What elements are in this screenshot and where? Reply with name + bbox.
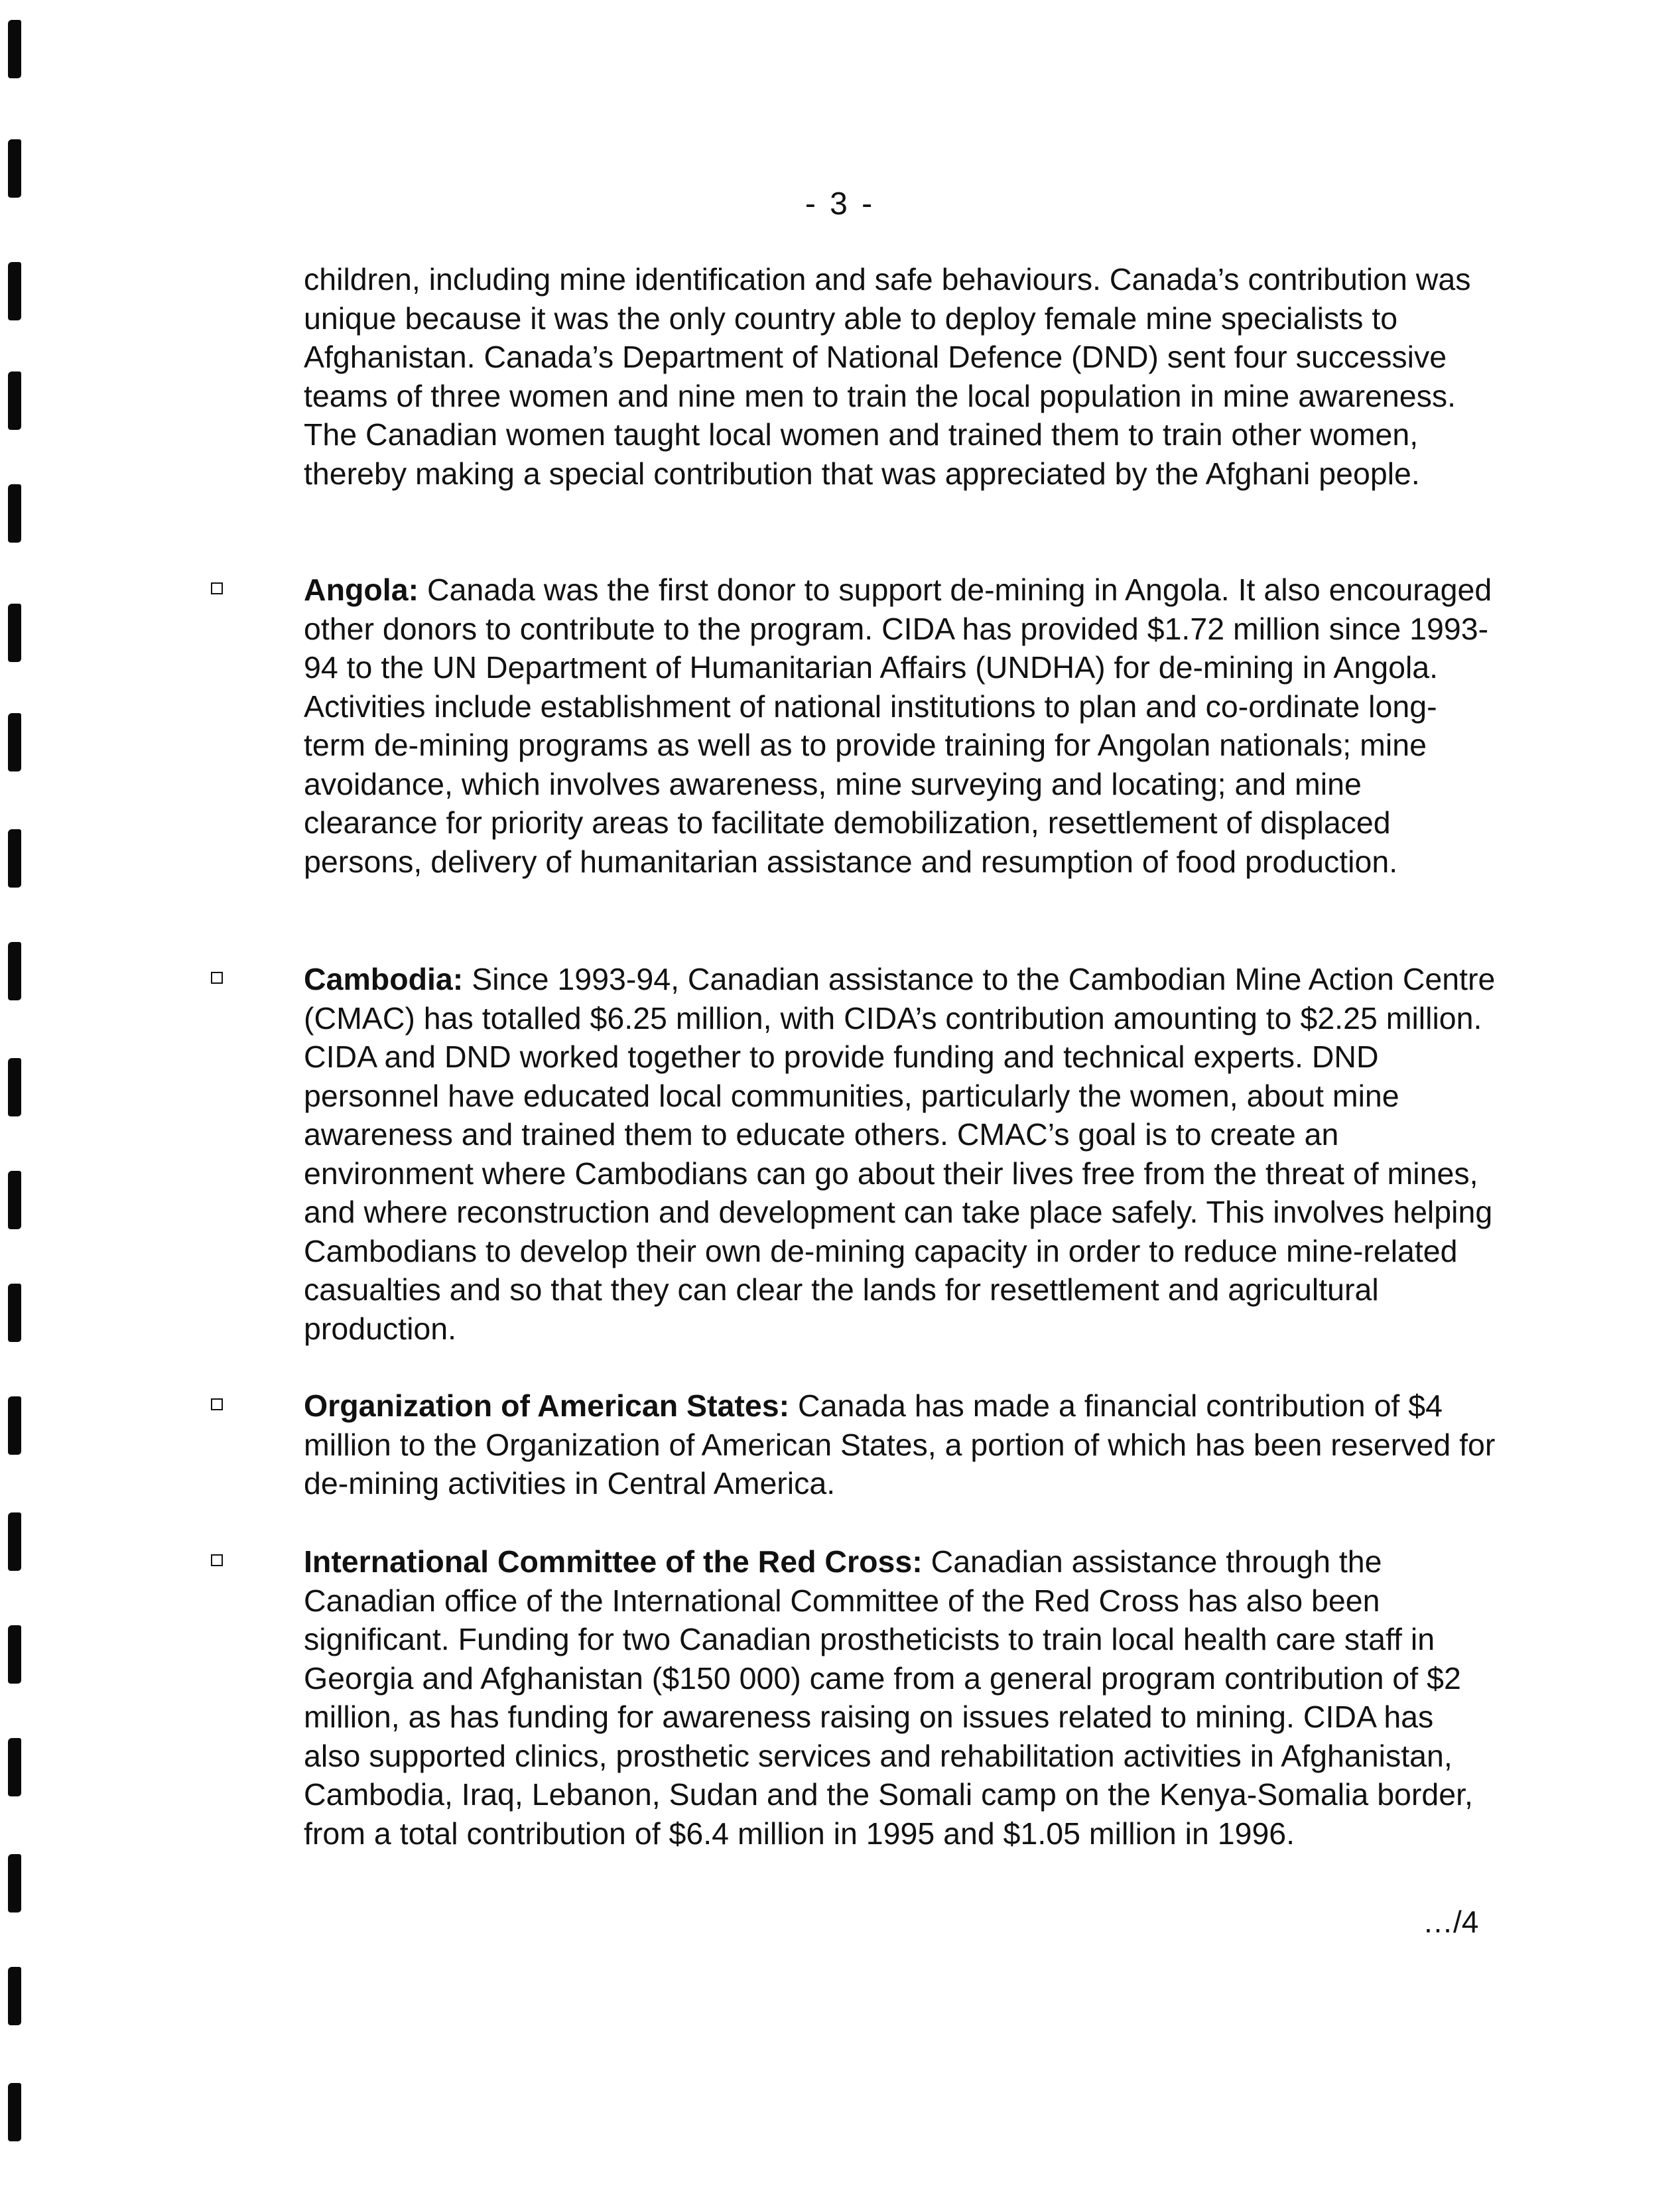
binding-hole-mark bbox=[8, 1058, 21, 1116]
list-item-paragraph bbox=[304, 1542, 1498, 1853]
list-item-title: International Committee of the Red Cross: bbox=[304, 1544, 923, 1579]
list-item-title: Organization of American States: bbox=[304, 1388, 790, 1423]
bullet-square-icon bbox=[211, 972, 223, 984]
binding-hole-mark bbox=[8, 604, 21, 662]
list-item-title: Angola: bbox=[304, 572, 419, 607]
bullet-square-icon bbox=[211, 1398, 223, 1410]
binding-hole-mark bbox=[8, 829, 21, 888]
list-item-text: Since 1993-94, Canadian assistance to the Cambodian Mine Action Centre (CMAC) has totalled $6.25 million, with CIDA’s contribution amounting to $2.25 million. CIDA and DND worked together to provide funding and technical experts. DND personnel have educated local communities, particularly the women, about mine awareness and trained them to educate others. CMAC’s goal is to create an environment where Cambodians can go about their lives free from the threat of mines, and where reconstruction and development can take place safely. This involves helping Cambodians to develop their own de-mining capacity in order to reduce mine-related casualties and so that they can clear the lands for resettlement and agricultural production. bbox=[304, 962, 1496, 1346]
bullet-square-icon bbox=[211, 582, 223, 594]
binding-hole-mark bbox=[8, 1738, 21, 1796]
binding-hole-mark bbox=[8, 942, 21, 1000]
intro-paragraph: children, including mine identification and safe behaviours. Canada’s contribution was unique because it was the only country able to deploy female mine specialists to Afghanistan. Canada’s Department of National Defence (DND) sent four successive teams of three women and nine men to train the local population in mine awareness. The Canadian women taught local women and trained them to train other women, thereby making a special contribution that was appreciated by the Afghani people. bbox=[304, 262, 1471, 491]
binding-hole-marks bbox=[0, 0, 33, 2211]
binding-hole-mark bbox=[8, 484, 21, 543]
binding-hole-mark bbox=[8, 1284, 21, 1342]
bullet-square-icon bbox=[211, 1554, 223, 1566]
binding-hole-mark bbox=[8, 1625, 21, 1684]
list-item-text: Canada has made a financial contribution of $4 million to the Organization of American States, a portion of which has been reserved for de-mining activities in Central America. bbox=[304, 1388, 1496, 1501]
binding-hole-mark bbox=[8, 1967, 21, 2025]
continued-on-next-page: …/4 bbox=[1423, 1905, 1479, 1939]
binding-hole-mark bbox=[8, 1396, 21, 1455]
page-number: - 3 - bbox=[805, 186, 875, 222]
binding-hole-mark bbox=[8, 1512, 21, 1571]
binding-hole-mark bbox=[8, 20, 21, 78]
list-item-paragraph bbox=[304, 1386, 1498, 1503]
binding-hole-mark bbox=[8, 2083, 21, 2141]
binding-hole-mark bbox=[8, 1171, 21, 1229]
binding-hole-mark bbox=[8, 1854, 21, 1912]
binding-hole-mark bbox=[8, 371, 21, 430]
list-item-text: Canadian assistance through the Canadian office of the International Committee of the Red Cross has also been significant. Funding for two Canadian prostheticists to train local health care staff in Georgia and Afghanistan ($150 000) came from a general program contribution of $2 million, as has funding for awareness raising on issues related to mining. CIDA has also supported clinics, prosthetic services and rehabilitation activities in Afghanistan, Cambodia, Iraq, Lebanon, Sudan and the Somali camp on the Kenya-Somalia border, from a total contribution of $6.4 million in 1995 and $1.05 million in 1996. bbox=[304, 1544, 1473, 1851]
list-item-paragraph bbox=[304, 570, 1498, 881]
binding-hole-mark bbox=[8, 262, 21, 320]
binding-hole-mark bbox=[8, 713, 21, 771]
list-item-title: Cambodia: bbox=[304, 962, 464, 996]
list-item-paragraph bbox=[304, 960, 1498, 1348]
list-item-text: Canada was the first donor to support de-mining in Angola. It also encouraged other donors to contribute to the program. CIDA has provided $1.72 million since 1993-94 to the UN Department of Humanitarian Affairs (UNDHA) for de-mining in Angola. Activities include establishment of national institutions to plan and co-ordinate long-term de-mining programs as well as to provide training for Angolan nationals; mine avoidance, which involves awareness, mine surveying and locating; and mine clearance for priority areas to facilitate demobilization, resettlement of displaced persons, delivery of humanitarian assistance and resumption of food production. bbox=[304, 572, 1492, 879]
